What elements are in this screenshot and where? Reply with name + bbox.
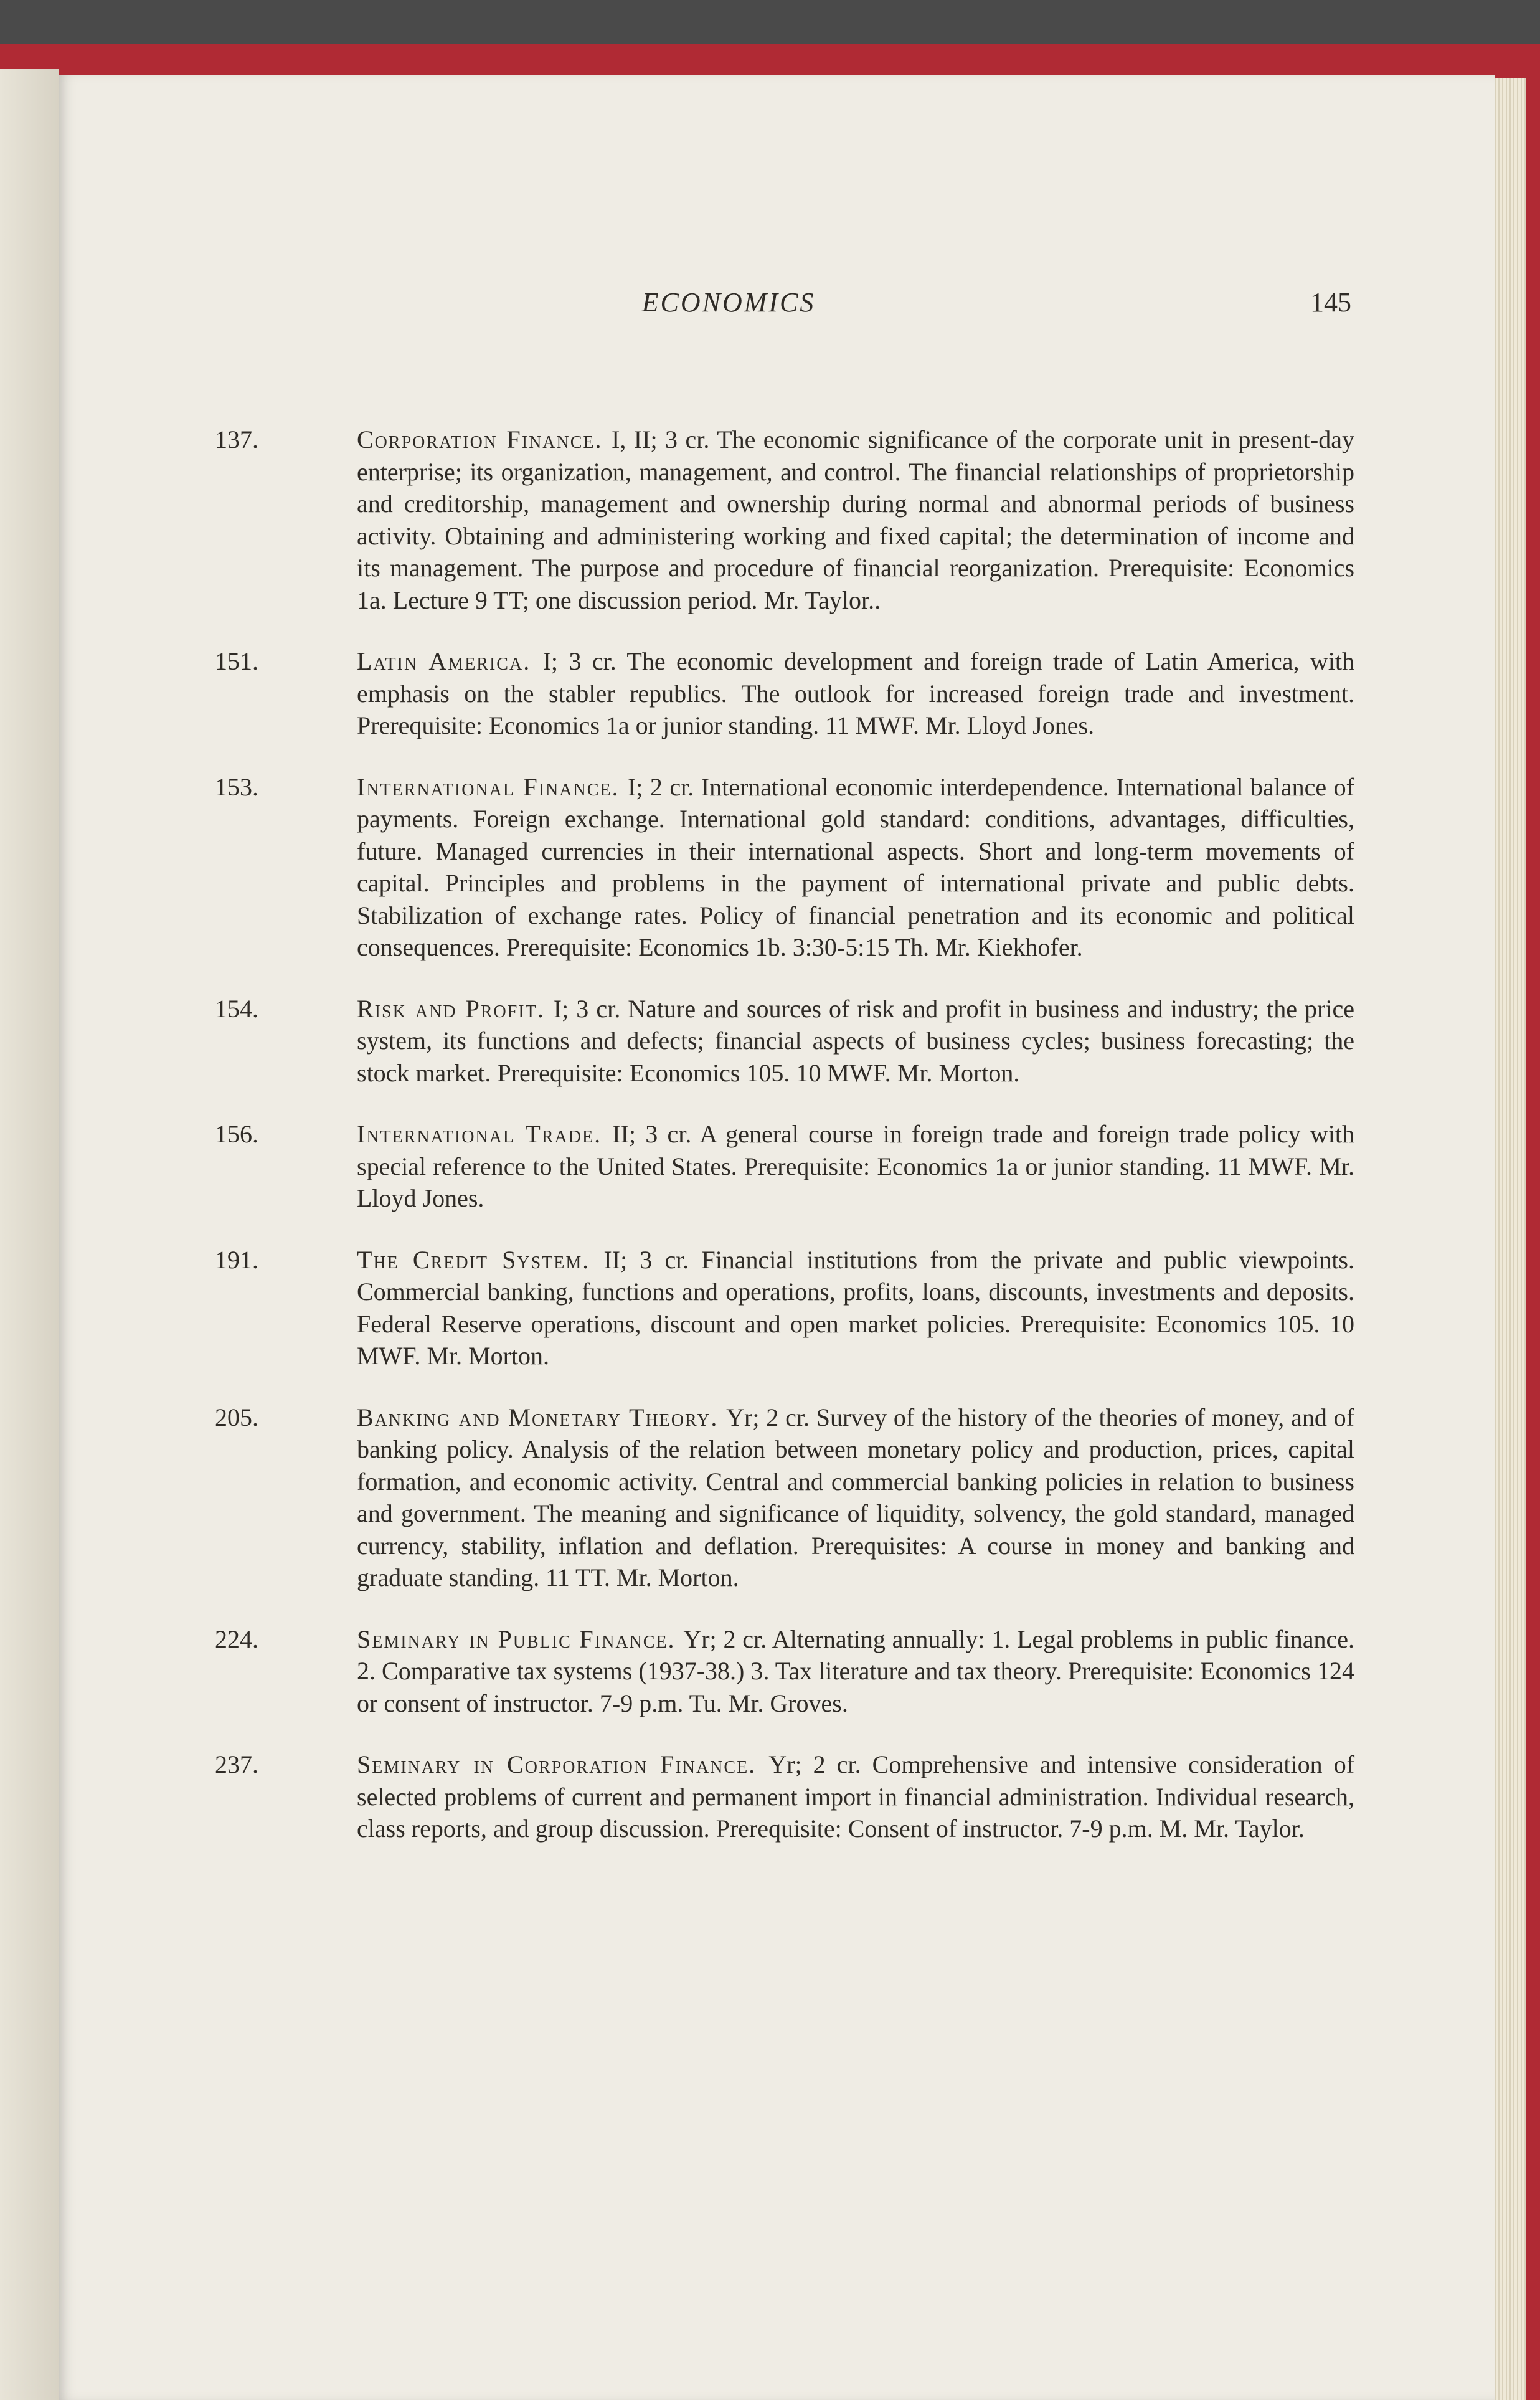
course-title: Banking and Monetary Theory. — [357, 1403, 727, 1431]
course-entry — [215, 771, 1354, 964]
book-page — [59, 75, 1495, 2400]
course-description: I, II; 3 cr. The economic significance of the corporate unit in present-day enterprise; its organization, management, and control. The financial relationships of proprietorship and creditorship, management and ownership during normal and abnormal periods of business activity. Obtaining and administering working and fixed capital; the determination of income and its management. The purpose and procedure of financial reorganization. Prerequisite: Economics 1a. Lecture 9 TT; one discussion period. Mr. Taylor.. — [357, 425, 1354, 614]
course-number: 137. — [215, 425, 258, 453]
course-number: 224. — [215, 1625, 258, 1653]
course-number: 154. — [215, 994, 258, 1023]
course-entry — [215, 424, 1354, 616]
course-description: Yr; 2 cr. Alternating annually: 1. Legal problems in public finance. 2. Comparative tax systems (1937-38.) 3. Tax literature and tax theory. Prerequisite: Economics 124 or consent of instructor. 7-9 p.m. Tu. Mr. Groves. — [357, 1625, 1354, 1717]
course-description: I; 3 cr. Nature and sources of risk and profit in business and industry; the price system, its functions and defects; financial aspects of business cycles; business forecasting; the stock market. Prerequisite: Economics 105. 10 MWF. Mr. Morton. — [357, 994, 1354, 1087]
course-description: II; 3 cr. Financial institutions from the private and public viewpoints. Commercial banking, functions and operations, profits, loans, discounts, investments and deposits. Federal Reserve operations, discount and open market policies. Prerequisite: Economics 105. 10 MWF. Mr. Morton. — [357, 1245, 1354, 1370]
course-description: Yr; 2 cr. Comprehensive and intensive consideration of selected problems of current and permanent import in financial administration. Individual research, class reports, and group discussion. Prerequisite: Consent of instructor. 7-9 p.m. M. Mr. Taylor. — [357, 1750, 1355, 1843]
course-number: 205. — [215, 1403, 258, 1431]
course-title: International Finance. — [357, 772, 628, 801]
course-title: International Trade. — [357, 1120, 613, 1148]
page-number: 145 — [1310, 287, 1351, 318]
course-entry — [215, 1623, 1354, 1720]
course-title: Seminary in Public Finance. — [357, 1625, 684, 1653]
course-description: Yr; 2 cr. Survey of the history of the theories of money, and of banking policy. Analysis of the relation between monetary policy and production, prices, capital formation, and economic activity. Central and commercial banking policies in relation to business and government. The meaning and significance of liquidity, solvency, the gold standard, managed currency, stability, inflation and deflation. Prerequisites: A course in money and banking and graduate standing. 11 TT. Mr. Morton. — [357, 1403, 1355, 1591]
running-title: ECONOMICS — [641, 287, 816, 318]
course-description: I; 2 cr. International economic interdependence. International balance of payments. Foreign exchange. International gold standard: conditions, advantages, difficulties, future. Managed currencies in their international aspects. Short and long-term movements of capital. Principles and problems in the payment of international private and public debts. Stabilization of exchange rates. Policy of financial penetration and its economic and political consequences. Prerequisite: Economics 1b. 3:30-5:15 Th. Mr. Kiekhofer. — [357, 772, 1354, 961]
course-number: 151. — [215, 647, 258, 675]
course-number: 153. — [215, 772, 258, 801]
course-entry — [215, 993, 1354, 1089]
course-number: 191. — [215, 1245, 258, 1274]
course-list — [215, 424, 1354, 1874]
course-number: 237. — [215, 1750, 258, 1778]
running-head — [59, 287, 1495, 336]
course-entry — [215, 1118, 1354, 1215]
facing-page-edge — [0, 69, 59, 2400]
course-entry — [215, 645, 1354, 742]
course-number: 156. — [215, 1120, 258, 1148]
course-title: Corporation Finance. — [357, 425, 612, 453]
course-entry — [215, 1748, 1354, 1845]
course-entry — [215, 1402, 1354, 1594]
course-title: Latin America. — [357, 647, 543, 675]
course-entry — [215, 1244, 1354, 1372]
course-title: Risk and Profit. — [357, 994, 554, 1023]
course-title: Seminary in Corporation Finance. — [357, 1750, 769, 1778]
course-description: II; 3 cr. A general course in foreign trade and foreign trade policy with special reference to the United States. Prerequisite: Economics 1a or junior standing. 11 MWF. Mr. Lloyd Jones. — [357, 1120, 1354, 1212]
course-description: I; 3 cr. The economic development and foreign trade of Latin America, with emphasis on the stabler republics. The outlook for increased foreign trade and investment. Prerequisite: Economics 1a or junior standing. 11 MWF. Mr. Lloyd Jones. — [357, 647, 1354, 739]
course-title: The Credit System. — [357, 1245, 604, 1274]
